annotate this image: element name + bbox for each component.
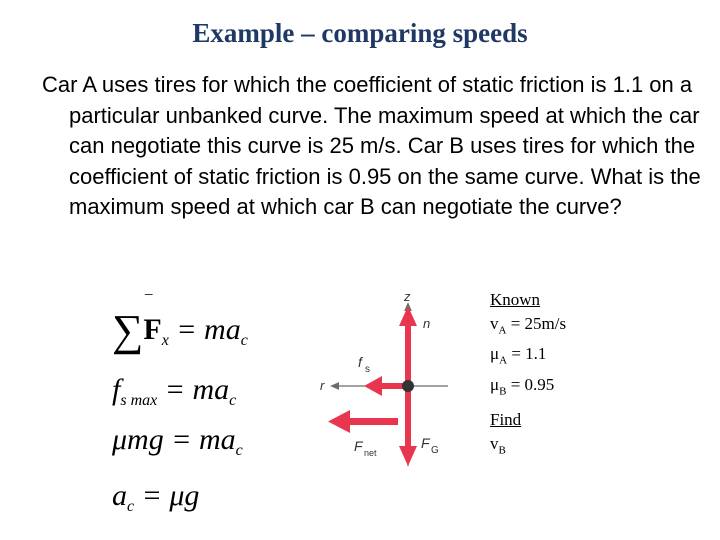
equation-sum-forces: [112, 306, 248, 359]
z-axis-label: z: [404, 289, 411, 304]
net-force-arrow: [348, 418, 398, 425]
subscript-c: c: [127, 498, 135, 515]
force-vector: ‾ F: [143, 312, 161, 348]
mub-symbol: μ: [490, 374, 500, 394]
friction-force-subscript: s: [365, 364, 370, 375]
equation-rhs: = ma: [168, 313, 241, 346]
mua-subscript: A: [499, 354, 508, 367]
gravity-force-arrowhead: [399, 446, 417, 466]
friction-force-label: f: [358, 354, 362, 370]
sigma-symbol: ∑: [112, 306, 144, 355]
free-body-diagram: [310, 288, 470, 473]
subscript-c: c: [235, 442, 243, 459]
equation-ac: [112, 478, 199, 525]
equation-lhs: μmg: [112, 423, 164, 456]
known-va: [490, 312, 566, 342]
vb-subscript: B: [498, 444, 506, 457]
va-subscript: A: [498, 324, 507, 337]
equation-rhs: = ma: [163, 423, 236, 456]
mua-value: = 1.1: [507, 344, 547, 364]
r-axis-label: r: [320, 378, 325, 393]
problem-statement: Car A uses tires for which the coefficient of static friction is 1.1 on a particular unbanked curve. The maximum speed at which the car can negotiate this curve is 25 m/s. Car B uses tires for which the coefficient of static friction is 0.95 on the same curve. What is the maximum speed at which car B can negotiate the curve?: [42, 72, 701, 219]
find-block: [490, 408, 521, 462]
mua-symbol: μ: [490, 344, 500, 364]
mub-value: = 0.95: [506, 374, 555, 394]
gravity-force-subscript: G: [431, 445, 439, 456]
gravity-force-label: F: [421, 435, 430, 451]
equation-friction-max: [112, 372, 236, 419]
subscript-smax: s max: [120, 392, 158, 409]
equation-mu-mg: [112, 422, 243, 469]
gravity-force-arrow: [405, 388, 411, 450]
known-mua: [490, 342, 566, 372]
equation-rhs: = μg: [134, 479, 200, 512]
net-force-subscript: net: [364, 448, 377, 458]
find-heading: Find: [490, 410, 522, 429]
known-mub: [490, 373, 566, 403]
known-block: [490, 288, 566, 403]
subscript-c: c: [229, 392, 237, 409]
friction-symbol: f: [112, 373, 121, 406]
known-heading: Known: [490, 290, 541, 309]
normal-force-arrow: [405, 322, 411, 384]
net-force-arrowhead: [328, 410, 350, 433]
normal-force-label: n: [423, 316, 431, 331]
friction-force-arrowhead: [364, 376, 382, 396]
subscript-x: x: [161, 332, 169, 349]
object-dot: [402, 380, 414, 392]
net-force-label: F: [354, 438, 363, 454]
normal-force-arrowhead: [399, 306, 417, 326]
subscript-c: c: [240, 332, 248, 349]
va-symbol: v: [490, 314, 499, 333]
va-value: = 25m/s: [506, 314, 567, 333]
mub-subscript: B: [499, 385, 507, 398]
vb-symbol: v: [490, 434, 499, 453]
find-vb: [490, 432, 521, 462]
equation-rhs: = ma: [157, 373, 230, 406]
slide-title: Example – comparing speeds: [192, 18, 528, 48]
accel-symbol: a: [112, 479, 127, 512]
